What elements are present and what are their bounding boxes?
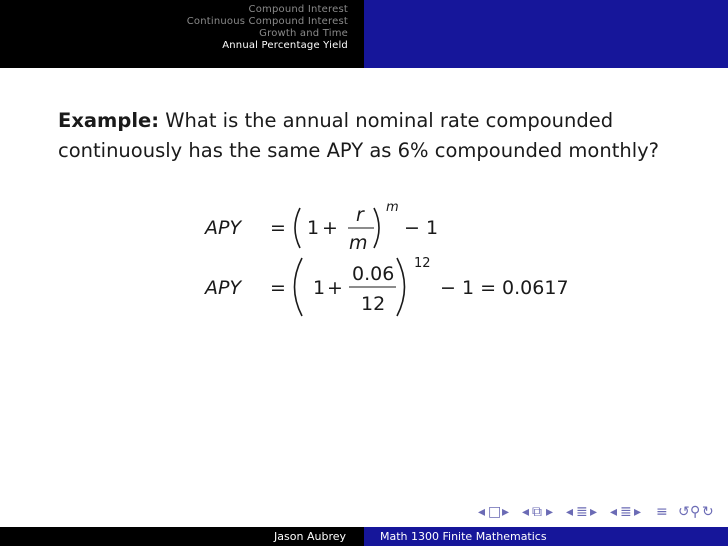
eq2-one: 1 bbox=[313, 277, 326, 299]
eq1-numerator: r bbox=[356, 204, 364, 226]
eq1-lhs: APY bbox=[205, 217, 242, 239]
nav-prev-subsection-icon[interactable]: ◂ bbox=[566, 504, 574, 520]
nav-section-icon[interactable]: ≣ bbox=[620, 504, 632, 520]
nav-search-icon[interactable]: ⚲ bbox=[690, 504, 701, 520]
eq2-plus: + bbox=[327, 277, 343, 299]
example-question: What is the annual nominal rate compounded continuously has the same APY as 6% compounded monthly? bbox=[58, 109, 660, 162]
nav-frame-stack-icon[interactable]: ⧉ bbox=[532, 504, 542, 520]
nav-next-section-icon[interactable]: ▸ bbox=[634, 504, 642, 520]
eq2-exponent: 12 bbox=[414, 256, 431, 271]
eq1-denominator: m bbox=[349, 232, 368, 254]
nav-next-subsection-icon[interactable]: ▸ bbox=[590, 504, 598, 520]
eq2-left-paren bbox=[295, 258, 303, 316]
footer-course-title: Math 1300 Finite Mathematics bbox=[380, 530, 547, 543]
nav-search-forward-icon[interactable]: ↻ bbox=[702, 504, 714, 520]
footer-right-panel bbox=[364, 527, 728, 546]
nav-item-growth-and-time[interactable]: Growth and Time bbox=[259, 28, 348, 39]
eq2-tail: − 1 = 0.0617 bbox=[440, 277, 569, 299]
eq1-plus: + bbox=[322, 217, 338, 239]
nav-item-continuous-compound-interest[interactable]: Continuous Compound Interest bbox=[186, 16, 348, 27]
eq1-minus-one: − 1 bbox=[404, 217, 439, 239]
nav-item-compound-interest[interactable]: Compound Interest bbox=[248, 4, 348, 15]
navigation-controls bbox=[478, 504, 718, 526]
equation-1 bbox=[203, 200, 438, 254]
nav-next-frame-icon[interactable]: ▸ bbox=[546, 504, 554, 520]
eq1-right-paren bbox=[374, 208, 379, 248]
eq1-exponent: m bbox=[386, 200, 399, 215]
nav-subsection-icon[interactable]: ≣ bbox=[576, 504, 588, 520]
nav-next-slide-icon[interactable]: ▸ bbox=[502, 504, 510, 520]
nav-first-slide-icon[interactable]: ◂ bbox=[478, 504, 486, 520]
example-paragraph bbox=[58, 106, 698, 166]
example-label: Example: bbox=[58, 109, 160, 132]
eq2-numerator: 0.06 bbox=[352, 263, 395, 285]
eq2-lhs: APY bbox=[205, 277, 242, 299]
header-right-panel bbox=[364, 0, 728, 68]
nav-slide-box-icon[interactable]: □ bbox=[488, 504, 502, 520]
eq1-equals: = bbox=[270, 217, 286, 239]
eq2-denominator: 12 bbox=[361, 293, 386, 315]
equation-2 bbox=[203, 256, 569, 316]
section-nav bbox=[187, 4, 348, 52]
eq1-one: 1 bbox=[307, 217, 320, 239]
nav-prev-frame-icon[interactable]: ◂ bbox=[522, 504, 530, 520]
nav-search-back-icon[interactable]: ↺ bbox=[678, 504, 690, 520]
eq2-right-paren bbox=[397, 258, 405, 316]
header-nav-panel bbox=[0, 0, 364, 68]
slide-header bbox=[0, 0, 728, 68]
nav-appendix-icon[interactable]: ≡ bbox=[656, 504, 668, 520]
nav-prev-section-icon[interactable]: ◂ bbox=[610, 504, 618, 520]
eq1-left-paren bbox=[295, 208, 300, 248]
footer-author: Jason Aubrey bbox=[274, 530, 346, 543]
eq2-equals: = bbox=[270, 277, 286, 299]
footer-left-panel bbox=[0, 527, 364, 546]
slide-footer bbox=[0, 527, 728, 546]
nav-item-annual-percentage-yield[interactable]: Annual Percentage Yield bbox=[222, 40, 348, 51]
